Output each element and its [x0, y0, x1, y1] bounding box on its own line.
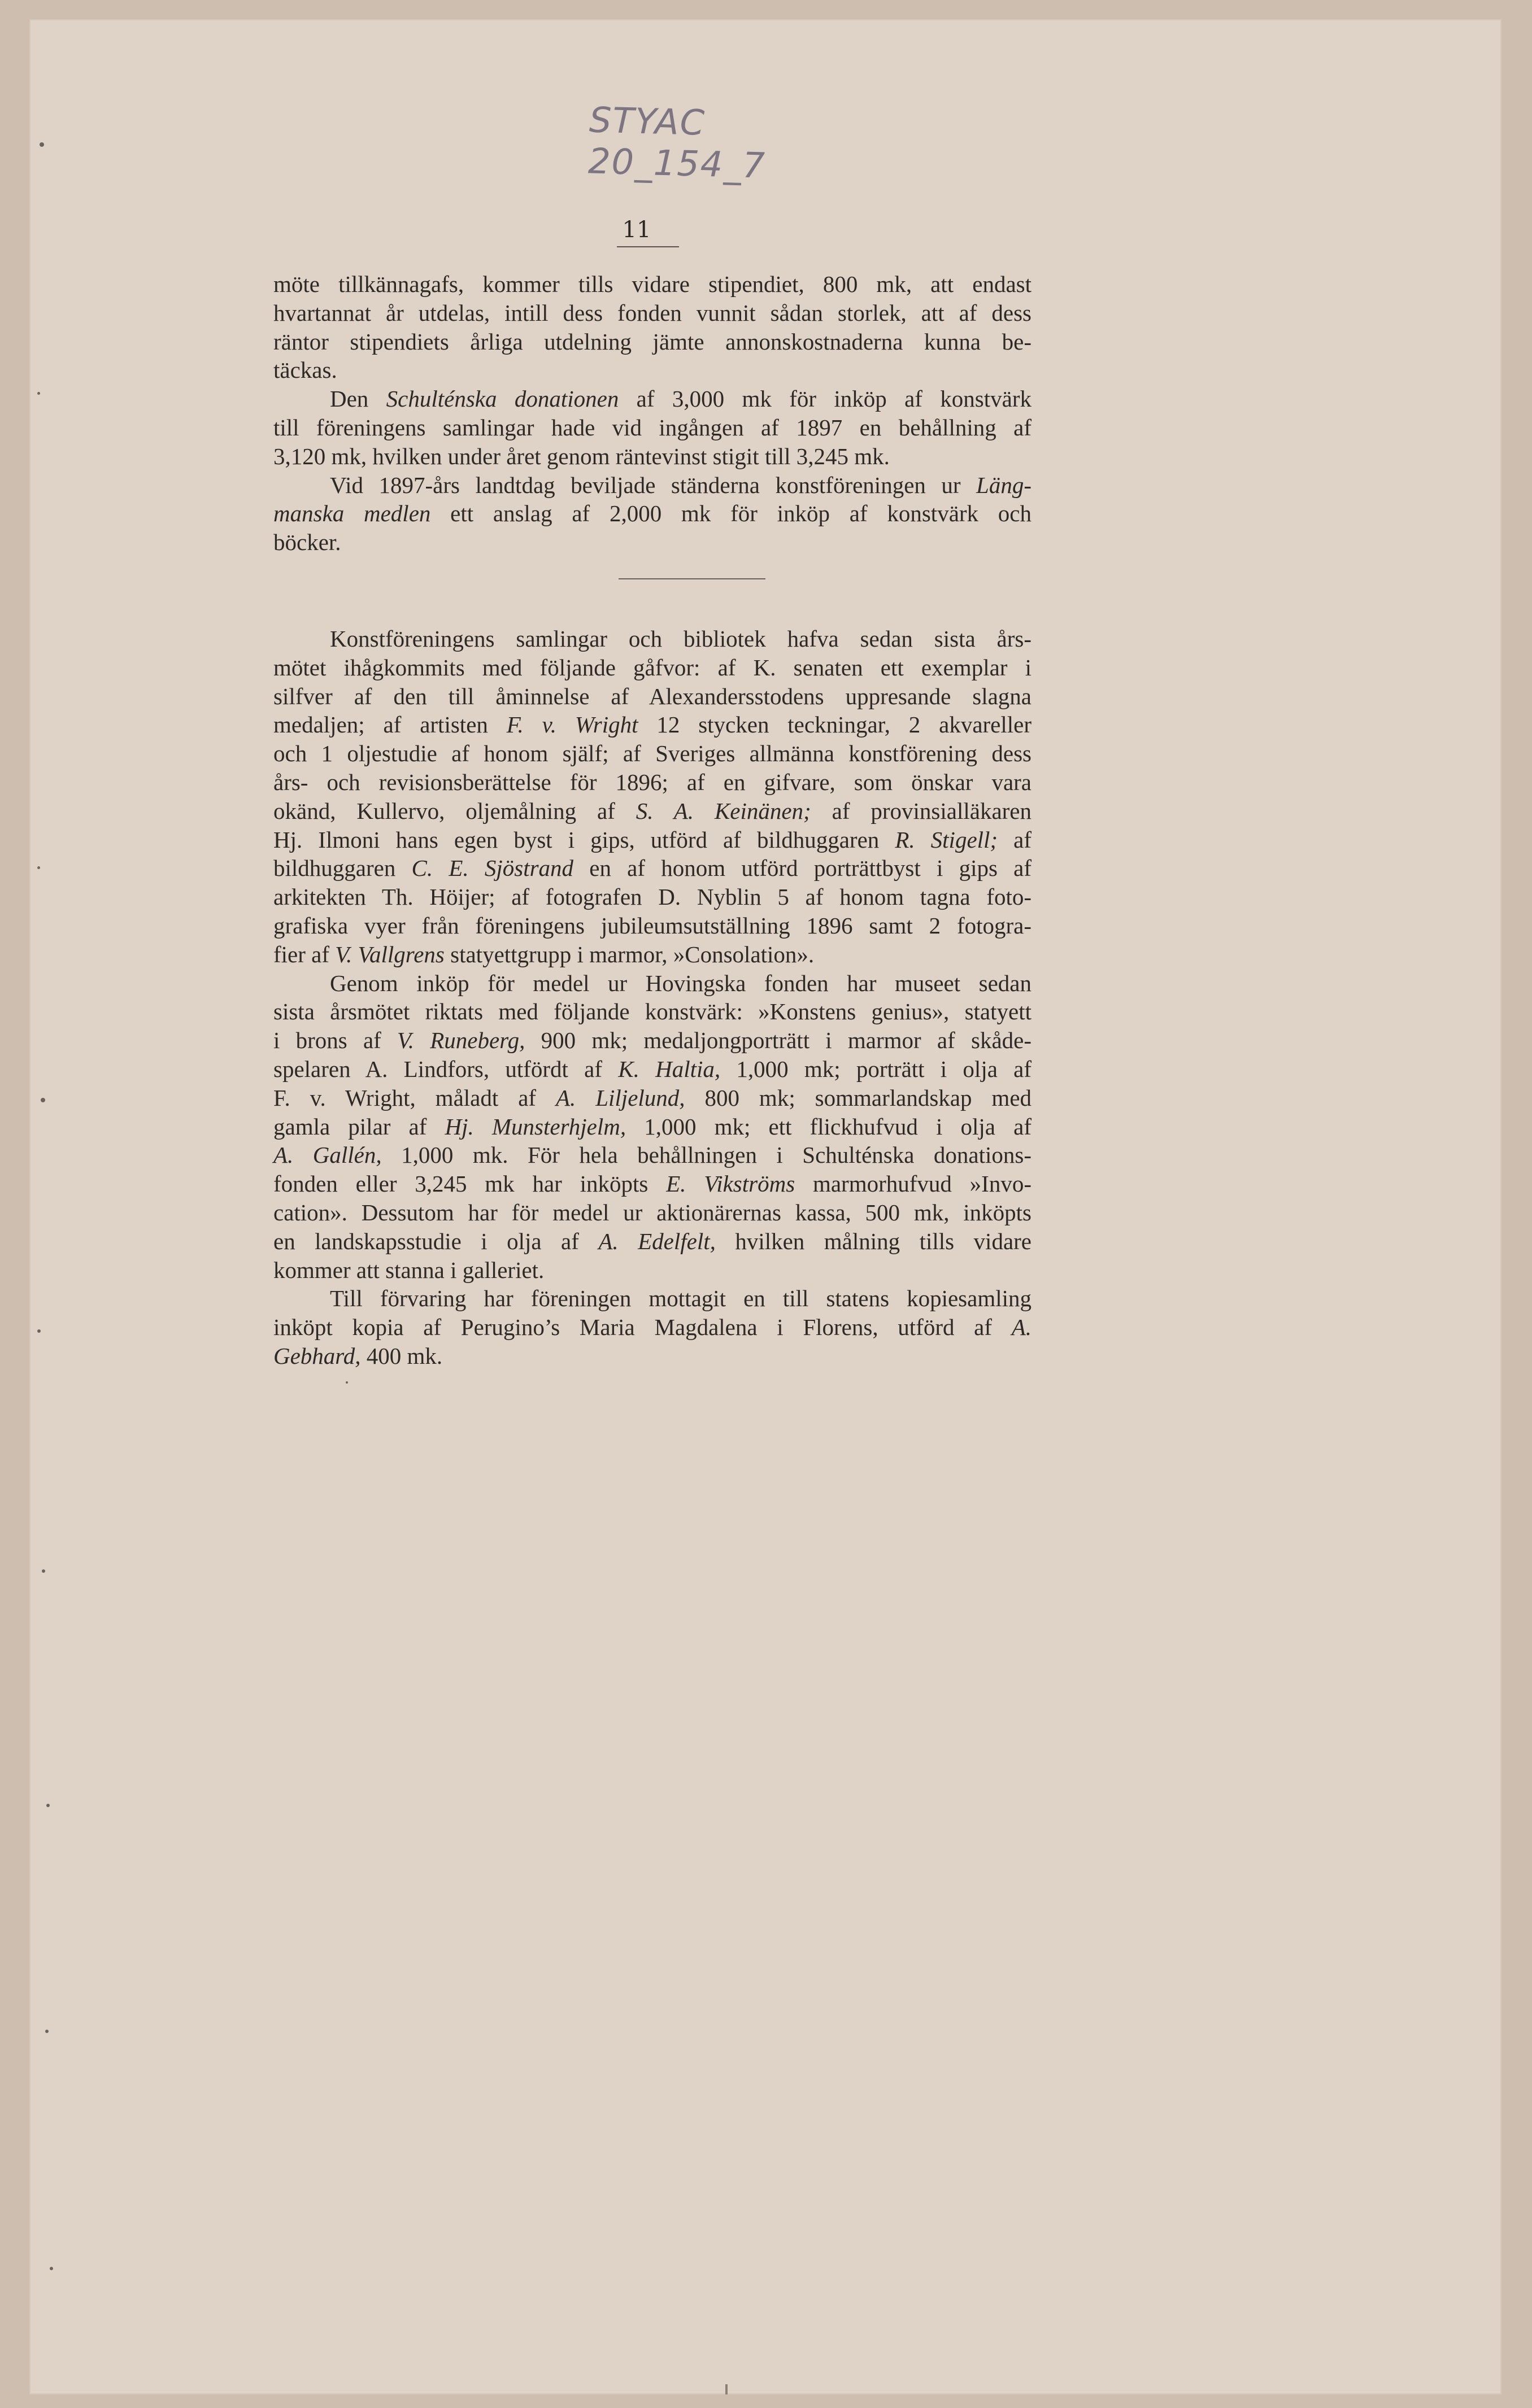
- text-line: Den Schulténska donationen af 3,000 mk för inköp af konstvärk: [330, 386, 1032, 412]
- text-line: Konstföreningens samlingar och bibliotek hafva sedan sista års-: [330, 625, 1032, 652]
- text-line: 3,120 mk, hvilken under året genom räntevinst stigit till 3,245 mk.: [273, 443, 890, 469]
- scan-speck: [37, 392, 40, 395]
- text-line: A. Gallén, 1,000 mk. För hela behållningen i Schulténska donations-: [273, 1142, 1032, 1168]
- text-line: bildhuggaren C. E. Sjöstrand en af honom utförd porträttbyst i gips af: [273, 855, 1032, 882]
- text-line: spelaren A. Lindfors, utfördt af K. Haltia, 1,000 mk; porträtt i olja af: [273, 1055, 1032, 1082]
- text-line: medaljen; af artisten F. v. Wright 12 stycken teckningar, 2 akvareller: [273, 712, 1032, 738]
- text-line: till föreningens samlingar hade vid ingången af 1897 en behållning af: [273, 414, 1032, 440]
- text-line: i brons af V. Runeberg, 900 mk; medaljongporträtt i marmor af skåde-: [273, 1027, 1032, 1054]
- text-line: kommer att stanna i galleriet.: [273, 1257, 545, 1283]
- page-number: 11: [622, 217, 651, 243]
- body-text: [273, 270, 1032, 1371]
- text-line: en landskapsstudie i olja af A. Edelfelt, hvilken målning tills vidare: [273, 1228, 1032, 1254]
- text-line: Genom inköp för medel ur Hovingska fonden har museet sedan: [330, 970, 1032, 996]
- scan-speck: [41, 1098, 45, 1102]
- text-line: arkitekten Th. Höijer; af fotografen D. Nyblin 5 af honom tagna foto-: [273, 884, 1032, 910]
- paragraph-schultenska: [273, 385, 1032, 470]
- text-line: okänd, Kullervo, oljemålning af S. A. Keinänen; af provinsialläkaren: [273, 797, 1032, 824]
- scan-speck: [45, 2030, 49, 2033]
- pencil-archive-note: STYAC 20_154_7: [587, 99, 767, 186]
- scan-speck: [40, 142, 44, 147]
- scan-speck: [37, 866, 40, 869]
- scan-speck: [50, 2267, 53, 2270]
- text-line: grafiska vyer från föreningens jubileumsutställning 1896 samt 2 fotogra-: [273, 912, 1032, 939]
- page-number-underline: [617, 246, 679, 247]
- text-line: silfver af den till åminnelse af Alexandersstodens uppresande slagna: [273, 683, 1032, 709]
- text-line: Till förvaring har föreningen mottagit en till statens kopiesamling: [330, 1285, 1032, 1312]
- text-line: cation». Dessutom har för medel ur aktionärernas kassa, 500 mk, inköpts: [273, 1199, 1032, 1225]
- section-divider: [619, 578, 765, 579]
- paragraph-gifts: [273, 625, 1032, 969]
- text-line: böcker.: [273, 529, 341, 556]
- text-line: Vid 1897-års landtdag beviljade ständerna konstföreningen ur Läng-: [330, 472, 1032, 498]
- text-line: års- och revisionsberättelse för 1896; af en gifvare, som önskar vara: [273, 769, 1032, 795]
- text-line: fier af V. Vallgrens statyettgrupp i marmor, »Consolation».: [273, 941, 815, 967]
- scan-speck: [46, 1804, 50, 1807]
- text-line: räntor stipendiets årliga utdelning jämte annonskostnaderna kunna be-: [273, 328, 1032, 355]
- fold-mark: [725, 2384, 728, 2394]
- text-line: Gebhard, 400 mk.: [273, 1342, 443, 1369]
- paragraph-deposit: [273, 1284, 1032, 1370]
- text-line: manska medlen ett anslag af 2,000 mk för inköp af konstvärk och: [273, 500, 1032, 527]
- paragraph-stipend: [273, 270, 1032, 385]
- text-line: F. v. Wright, måladt af A. Liljelund, 800 mk; sommarlandskap med: [273, 1084, 1032, 1111]
- text-line: Hj. Ilmoni hans egen byst i gips, utförd af bildhuggaren R. Stigell; af: [273, 826, 1032, 853]
- scan-speck: [346, 1381, 348, 1384]
- text-line: möte tillkännagafs, kommer tills vidare stipendiet, 800 mk, att endast: [273, 271, 1032, 297]
- paragraph-landtdag: [273, 471, 1032, 557]
- text-line: fonden eller 3,245 mk har inköpts E. Vikströms marmorhufvud »Invo-: [273, 1171, 1032, 1197]
- text-line: och 1 oljestudie af honom själf; af Sveriges allmänna konstförening dess: [273, 740, 1032, 767]
- scan-speck: [42, 1569, 45, 1573]
- text-line: inköpt kopia af Perugino’s Maria Magdalena i Florens, utförd af A.: [273, 1314, 1032, 1341]
- text-line: sista årsmötet riktats med följande konstvärk: »Konstens genius», statyett: [273, 998, 1032, 1025]
- text-line: gamla pilar af Hj. Munsterhjelm, 1,000 mk; ett flickhufvud i olja af: [273, 1113, 1032, 1140]
- text-line: hvartannat år utdelas, intill dess fonden vunnit sådan storlek, att af dess: [273, 299, 1032, 326]
- paragraph-purchases: [273, 969, 1032, 1285]
- text-line: mötet ihågkommits med följande gåfvor: af K. senaten ett exemplar i: [273, 654, 1032, 680]
- scan-speck: [37, 1329, 41, 1333]
- document-page: [29, 19, 1501, 2394]
- text-line: täckas.: [273, 357, 337, 383]
